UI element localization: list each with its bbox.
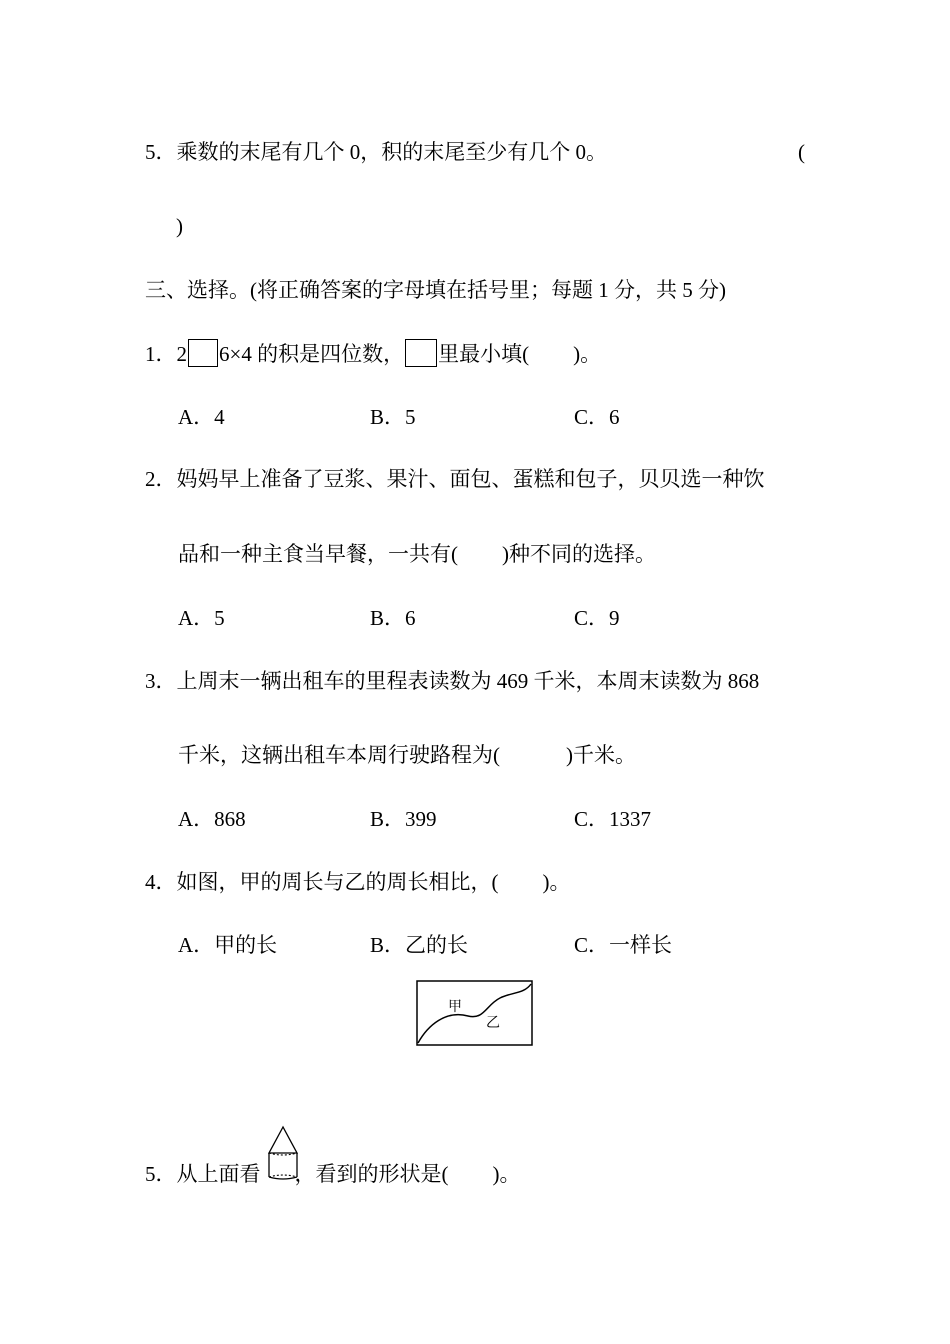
section-heading: 三、选择。(将正确答案的字母填在括号里；每题 1 分，共 5 分) xyxy=(145,278,726,302)
option-a[interactable]: A．5 xyxy=(178,606,225,630)
option-c[interactable]: C．9 xyxy=(574,606,620,630)
option-a[interactable]: A．甲的长 xyxy=(178,933,278,957)
option-b[interactable]: B．乙的长 xyxy=(370,933,469,957)
question-number: 5． xyxy=(145,140,177,164)
choice-question-3-line2: 千米，这辆出租车本周行驶路程为( )千米。 xyxy=(178,743,636,767)
question-number: 1． xyxy=(145,342,177,366)
option-c[interactable]: C．6 xyxy=(574,405,620,429)
perimeter-figure xyxy=(416,980,534,1047)
choice-question-2: 2．妈妈早上准备了豆浆、果汁、面包、蛋糕和包子，贝贝选一种饮 xyxy=(145,467,765,491)
figure-rectangle xyxy=(417,981,532,1045)
choice-question-5: 5．从上面看 ，看到的形状是( )。 xyxy=(145,1162,521,1186)
option-b[interactable]: B．399 xyxy=(370,807,437,831)
cone-cylinder-icon xyxy=(265,1125,301,1183)
option-a[interactable]: A．868 xyxy=(178,807,246,831)
question-number: 4． xyxy=(145,870,177,894)
label-jia: 甲 xyxy=(448,999,462,1015)
label-yi: 乙 xyxy=(486,1015,500,1031)
option-a[interactable]: A．4 xyxy=(178,405,225,429)
blank-box[interactable] xyxy=(188,339,218,367)
choice-question-3: 3．上周末一辆出租车的里程表读数为 469 千米，本周末读数为 868 xyxy=(145,669,760,693)
choice-question-4: 4．如图，甲的周长与乙的周长相比，( )。 xyxy=(145,870,571,894)
option-c[interactable]: C．一样长 xyxy=(574,933,673,957)
choice-question-2-line2: 品和一种主食当早餐，一共有( )种不同的选择。 xyxy=(178,542,656,566)
choice-question-1: 1．2 6×4 的积是四位数， 里最小填( )。 xyxy=(145,339,601,368)
option-b[interactable]: B．5 xyxy=(370,405,416,429)
judge-question-5 xyxy=(145,138,607,166)
question-number: 2． xyxy=(145,467,177,491)
question-number: 5． xyxy=(145,1162,177,1186)
question-text: 乘数的末尾有几个 0，积的末尾至少有几个 0。 xyxy=(176,140,607,164)
answer-paren-close: ) xyxy=(176,214,183,238)
option-b[interactable]: B．6 xyxy=(370,606,416,630)
blank-box[interactable] xyxy=(405,339,437,367)
question-number: 3． xyxy=(145,669,177,693)
option-c[interactable]: C．1337 xyxy=(574,807,652,831)
answer-paren-open: ( xyxy=(798,140,805,164)
figure-curve xyxy=(418,984,531,1043)
